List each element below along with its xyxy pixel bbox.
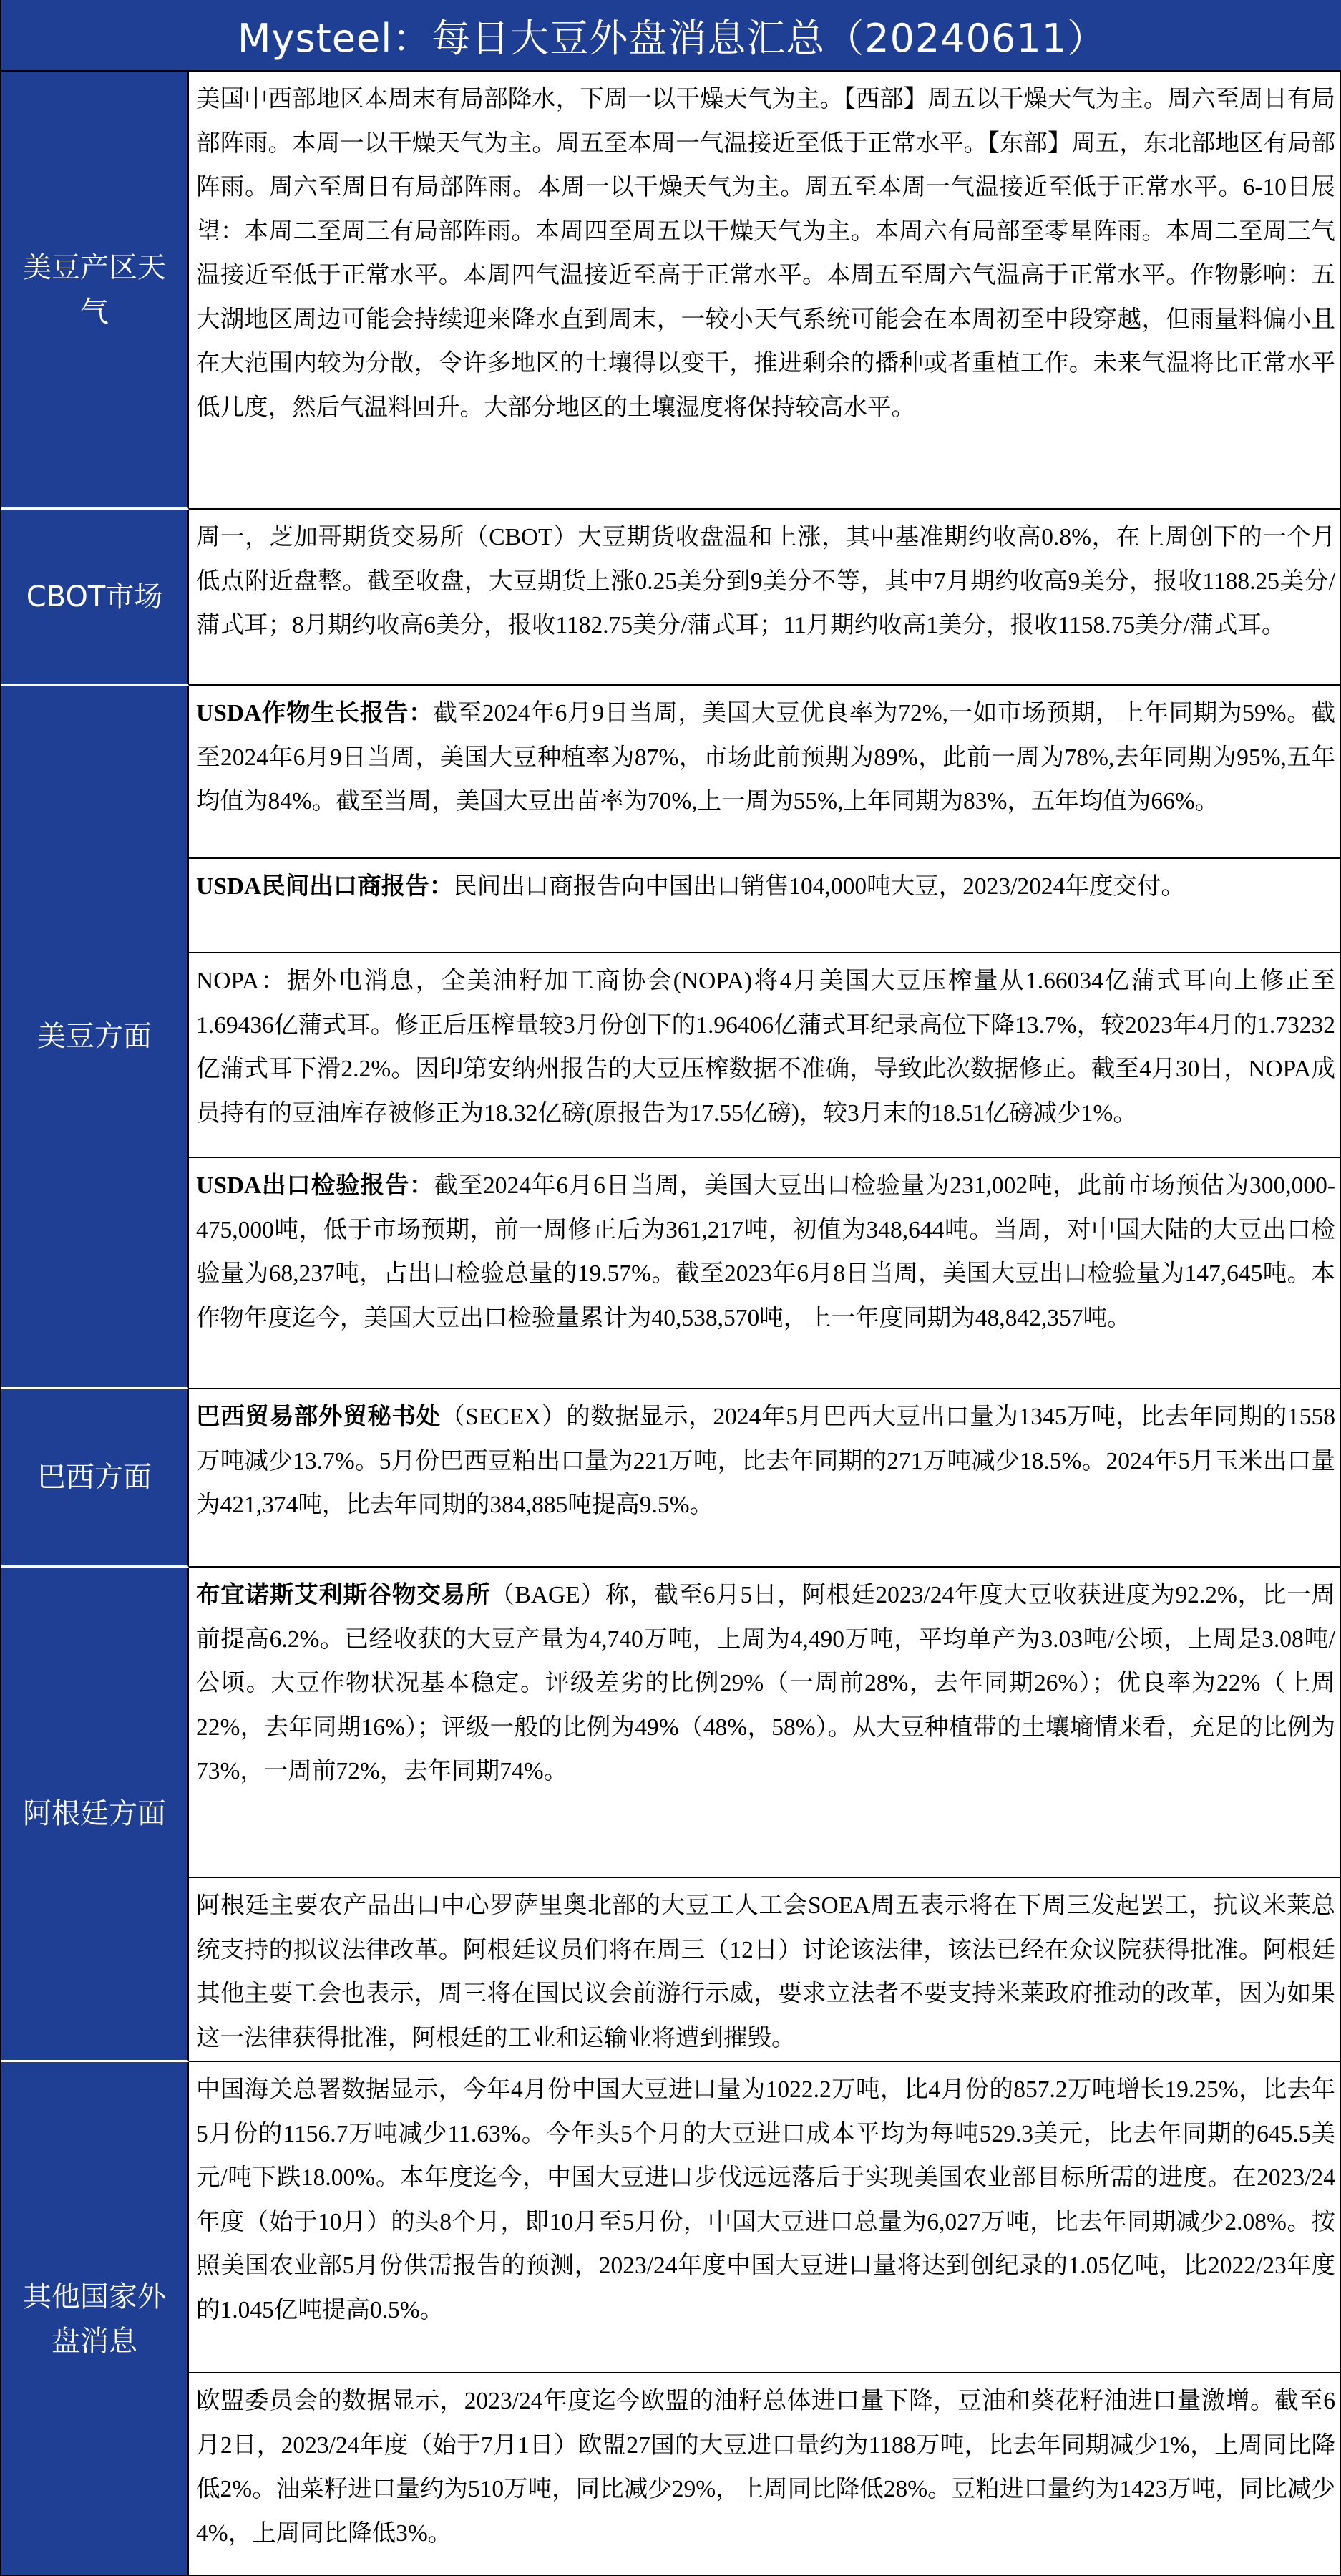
section-label-argentina: 阿根廷方面 [1, 1568, 189, 2062]
entry-text: 周一，芝加哥期货交易所（CBOT）大豆期货收盘温和上涨，其中基准期约收高0.8%，在上周创下的一个月低点附近盘整。截至收盘，大豆期货上涨0.25美分到9美分不等，其中7月期约收高9美分，报收1188.25美分/蒲式耳；8月期约收高6美分，报收1182.75美分/蒲式耳；11月期约收高1美分，报收1158.75美分/蒲式耳。 [196, 524, 1335, 638]
entry-text: 截至2024年6月9日当周，美国大豆优良率为72%,一如市场预期，上年同期为59%。截至2024年6月9日当周，美国大豆种植率为87%，市场此前预期为89%，此前一周为78%,去年同期为95%,五年均值为84%。截至当周，美国大豆出苗率为70%,上一周为55%,上年同期为83%，五年均值为66%。 [196, 700, 1336, 815]
eu-imports-entry [189, 2373, 1341, 2575]
entry-text: 阿根廷主要农产品出口中心罗萨里奥北部的大豆工人工会SOEA周五表示将在下周三发起罢工，抗议米莱总统支持的拟议法律改革。阿根廷议员们将在周三（12日）讨论该法律，该法已经在众议院获得批准。阿根廷其他主要工会也表示，周三将在国民议会前游行示威，要求立法者不要支持米莱政府推动的改革，因为如果这一法律获得批准，阿根廷的工业和运输业将遭到摧毁。 [196, 1892, 1335, 2051]
cbot-entry [189, 510, 1341, 686]
entry-lead: USDA作物生长报告： [196, 700, 434, 726]
argentina-strike-entry [189, 1878, 1341, 2062]
usda-export-inspection-entry [189, 1158, 1341, 1389]
section-label-other-countries: 其他国家外盘消息 [1, 2062, 189, 2575]
entry-lead: USDA民间出口商报告： [196, 873, 454, 900]
entry-lead: USDA出口检验报告： [196, 1172, 434, 1199]
usda-crop-progress-entry [189, 686, 1341, 859]
section-label-cbot: CBOT市场 [1, 510, 189, 686]
entry-lead: 布宜诺斯艾利斯谷物交易所 [196, 1582, 491, 1608]
entry-text: 欧盟委员会的数据显示，2023/24年度迄今欧盟的油籽总体进口量下降，豆油和葵花籽油进口量激增。截至6月2日，2023/24年度（始于7月1日）欧盟27国的大豆进口量约为1188万吨，比去年同期减少1%，上周同比降低2%。油菜籽进口量约为510万吨，同比减少29%，上周同比降低28%。豆粕进口量约为1423万吨，同比减少4%，上周同比降低3%。 [196, 2388, 1335, 2547]
brazil-entry [189, 1389, 1341, 1568]
entry-text: 截至2024年6月6日当周，美国大豆出口检验量为231,002吨，此前市场预估为300,000-475,000吨，低于市场预期，前一周修正后为361,217吨，初值为348,644吨。当周，对中国大陆的大豆出口检验量为68,237吨，占出口检验总量的19.57%。截至2023年6月8日当周，美国大豆出口检验量为147,645吨。本作物年度迄今，美国大豆出口检验量累计为40,538,570吨，上一年度同期为48,842,357吨。 [196, 1172, 1335, 1331]
entry-text: （SECEX）的数据显示，2024年5月巴西大豆出口量为1345万吨，比去年同期的1558万吨减少13.7%。5月份巴西豆粕出口量为221万吨，比去年同期的271万吨减少18.5%。2024年5月玉米出口量为421,374吨，比去年同期的384,885吨提高9.5%。 [196, 1404, 1336, 1518]
section-label-weather: 美豆产区天气 [1, 72, 189, 510]
nopa-entry [189, 953, 1341, 1158]
section-label-brazil: 巴西方面 [1, 1389, 189, 1568]
bage-entry [189, 1568, 1341, 1878]
entry-text: 民间出口商报告向中国出口销售104,000吨大豆，2023/2024年度交付。 [453, 873, 1185, 900]
usda-export-sales-entry [189, 859, 1341, 953]
entry-text: 美国中西部地区本周末有局部降水，下周一以干燥天气为主。【西部】周五以干燥天气为主。周六至周日有局部阵雨。本周一以干燥天气为主。周五至本周一气温接近至低于正常水平。【东部】周五，东北部地区有局部阵雨。周六至周日有局部阵雨。本周一以干燥天气为主。周五至本周一气温接近至低于正常水平。6-10日展望：本周二至周三有局部阵雨。本周四至周五以干燥天气为主。本周六有局部至零星阵雨。本周二至周三气温接近至低于正常水平。本周四气温接近至高于正常水平。本周五至周六气温高于正常水平。作物影响：五大湖地区周边可能会持续迎来降水直到周末，一较小天气系统可能会在本周初至中段穿越，但雨量料偏小且在大范围内较为分散，令许多地区的土壤得以变干，推进剩余的播种或者重植工作。未来气温将比正常水平低几度，然后气温料回升。大部分地区的土壤湿度将保持较高水平。 [196, 86, 1335, 421]
entry-text: NOPA：据外电消息，全美油籽加工商协会(NOPA)将4月美国大豆压榨量从1.66034亿蒲式耳向上修正至1.69436亿蒲式耳。修正后压榨量较3月份创下的1.96406亿蒲式耳纪录高位下降13.7%，较2023年4月的1.73232亿蒲式耳下滑2.2%。因印第安纳州报告的大豆压榨数据不准确，导致此次数据修正。截至4月30日，NOPA成员持有的豆油库存被修正为18.32亿磅(原报告为17.55亿磅)，较3月末的18.51亿磅减少1%。 [196, 968, 1335, 1127]
entry-text: （BAGE）称，截至6月5日，阿根廷2023/24年度大豆收获进度为92.2%，比一周前提高6.2%。已经收获的大豆产量为4,740万吨，上周为4,490万吨，平均单产为3.03吨/公顷，上周是3.08吨/公顷。大豆作物状况基本稳定。评级差劣的比例29%（一周前28%，去年同期26%）；优良率为22%（上周22%，去年同期16%）；评级一般的比例为49%（48%，58%）。从大豆种植带的土壤墒情来看，充足的比例为73%，一周前72%，去年同期74%。 [196, 1582, 1336, 1784]
entry-lead: 巴西贸易部外贸秘书处 [196, 1404, 441, 1430]
entry-text: 中国海关总署数据显示，今年4月份中国大豆进口量为1022.2万吨，比4月份的857.2万吨增长19.25%，比去年5月份的1156.7万吨减少11.63%。今年头5个月的大豆进口成本平均为每吨529.3美元，比去年同期的645.5美元/吨下跌18.00%。本年度迄今，中国大豆进口步伐远远落后于实现美国农业部目标所需的进度。在2023/24年度（始于10月）的头8个月，即10月至5月份，中国大豆进口总量为6,027万吨，比去年同期减少2.08%。按照美国农业部5月份供需报告的预测，2023/24年度中国大豆进口量将达到创纪录的1.05亿吨，比2022/23年度的1.045亿吨提高0.5%。 [196, 2076, 1335, 2323]
weather-entry [189, 72, 1341, 510]
china-imports-entry [189, 2062, 1341, 2373]
section-label-us-soy: 美豆方面 [1, 686, 189, 1389]
page-title: Mysteel：每日大豆外盘消息汇总（20240611） [1, 0, 1341, 72]
